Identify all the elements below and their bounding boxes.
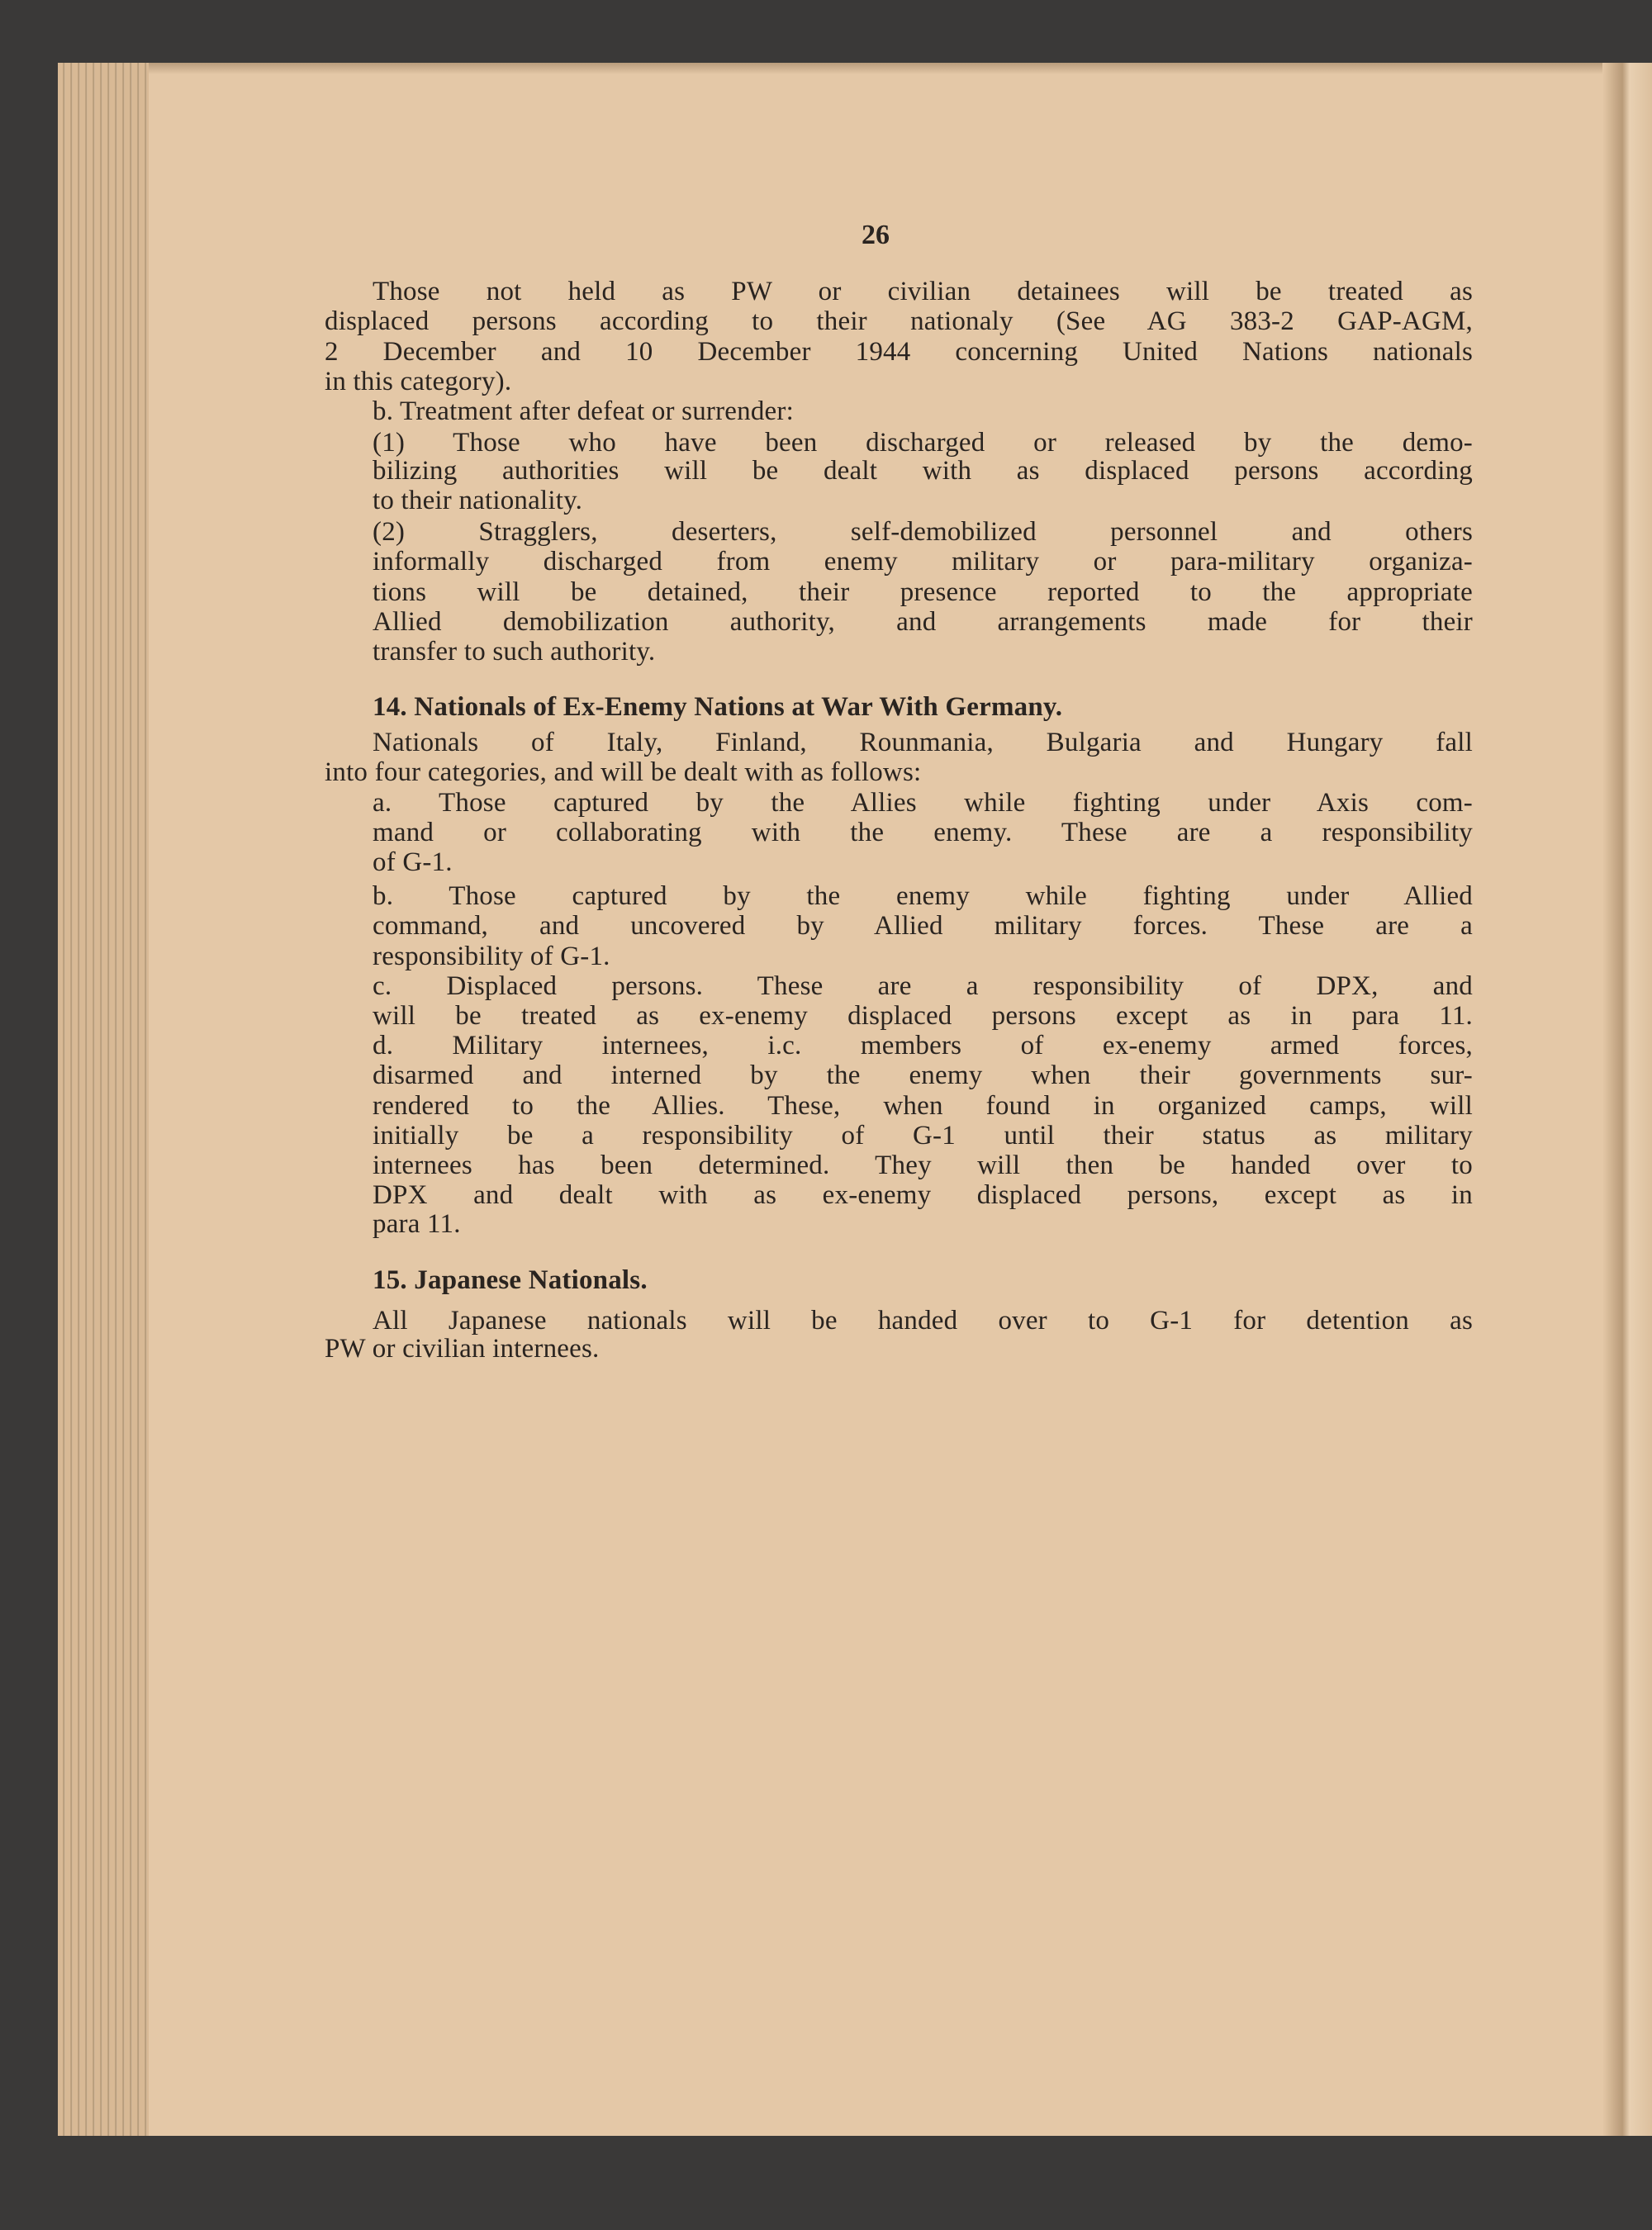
text-line: 2 December and 10 December 1944 concerning United Nations nationals bbox=[325, 337, 1473, 367]
text-line: disarmed and interned by the enemy when their governments sur- bbox=[373, 1060, 1473, 1090]
text-line: (1) Those who have been discharged or released by the demo- bbox=[373, 428, 1473, 458]
text-line: will be treated as ex-enemy displaced persons except as in para 11. bbox=[373, 1001, 1473, 1031]
text-line: transfer to such authority. bbox=[373, 637, 656, 667]
text-line: in this category). bbox=[325, 367, 512, 396]
text-line: c. Displaced persons. These are a responsibility of DPX, and bbox=[373, 971, 1473, 1001]
text-line: d. Military internees, i.c. members of ex-enemy armed forces, bbox=[373, 1031, 1473, 1060]
text-line: to their nationality. bbox=[373, 486, 583, 515]
text-line: PW or civilian internees. bbox=[325, 1334, 600, 1364]
text-line: responsibility of G-1. bbox=[373, 942, 610, 971]
text-line: para 11. bbox=[373, 1209, 461, 1239]
text-line: internees has been determined. They will then be handed over to bbox=[373, 1151, 1473, 1180]
text-line: Allied demobilization authority, and arrangements made for their bbox=[373, 607, 1473, 637]
stacked-page-edges bbox=[58, 63, 149, 2136]
text-line: DPX and dealt with as ex-enemy displaced persons, except as in bbox=[373, 1180, 1473, 1210]
page-top-edge bbox=[58, 63, 1627, 74]
section-heading: 15. Japanese Nationals. bbox=[373, 1265, 648, 1295]
section-heading: 14. Nationals of Ex-Enemy Nations at War With Germany. bbox=[373, 692, 1063, 722]
text-line: b. Those captured by the enemy while fighting under Allied bbox=[373, 881, 1473, 911]
text-line: Those not held as PW or civilian detainees will be treated as bbox=[373, 277, 1473, 306]
book-gutter bbox=[1602, 63, 1652, 2136]
text-line: mand or collaborating with the enemy. These are a responsibility bbox=[373, 818, 1473, 847]
text-line: b. Treatment after defeat or surrender: bbox=[373, 396, 794, 426]
text-line: into four categories, and will be dealt with as follows: bbox=[325, 757, 922, 787]
text-line: command, and uncovered by Allied military forces. These are a bbox=[373, 911, 1473, 941]
text-line: informally discharged from enemy military or para-military organiza- bbox=[373, 547, 1473, 576]
text-line: of G-1. bbox=[373, 847, 453, 877]
text-line: bilizing authorities will be dealt with as displaced persons according bbox=[373, 456, 1473, 486]
text-line: rendered to the Allies. These, when found in organized camps, will bbox=[373, 1091, 1473, 1121]
text-line: (2) Stragglers, deserters, self-demobilized personnel and others bbox=[373, 517, 1473, 547]
text-line: a. Those captured by the Allies while fighting under Axis com- bbox=[373, 788, 1473, 818]
text-line: displaced persons according to their nationaly (See AG 383-2 GAP-AGM, bbox=[325, 306, 1473, 336]
text-line: tions will be detained, their presence reported to the appropriate bbox=[373, 577, 1473, 607]
text-line: Nationals of Italy, Finland, Rounmania, Bulgaria and Hungary fall bbox=[373, 728, 1473, 757]
text-line: initially be a responsibility of G-1 until their status as military bbox=[373, 1121, 1473, 1151]
page-number: 26 bbox=[862, 220, 890, 250]
text-line: All Japanese nationals will be handed over to G-1 for detention as bbox=[373, 1306, 1473, 1336]
